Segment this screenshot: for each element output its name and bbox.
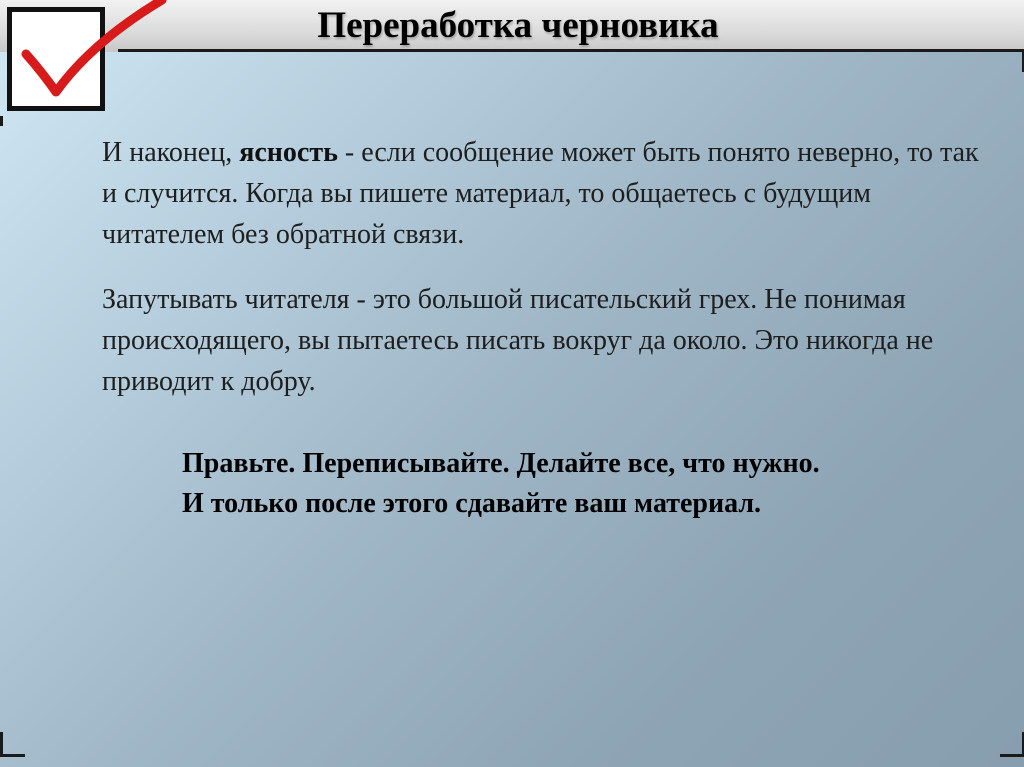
emphasis-line-1: Правьте. Переписывайте. Делайте все, что нужно. [182, 448, 820, 479]
checkmark-icon [12, 12, 182, 112]
keyword-clarity: ясность [239, 137, 338, 168]
slide-title: Переработка черновика [317, 5, 719, 46]
paragraph-clarity [102, 132, 982, 255]
paragraph-clarity-lead: И наконец, [102, 137, 240, 168]
corner-bracket-bottom-left [0, 732, 25, 757]
checkbox-frame [7, 7, 105, 111]
corner-bracket-top-left [0, 116, 11, 126]
corner-bracket-bottom-right [1000, 732, 1024, 757]
paragraph-clarity-rest: - если сообщение может быть понято неверно, то так и случится. Когда вы пишете материал, то общаетесь с будущим читателем без обратной связи. [102, 137, 979, 250]
emphasis-line-2: И только после этого сдавайте ваш материал. [182, 488, 762, 519]
title-underline [118, 49, 1024, 52]
paragraph-confusion: Запутывать читателя - это большой писательский грех. Не понимая происходящего, вы пытаетесь писать вокруг да около. Это никогда не приводит к добру. [102, 284, 934, 397]
corner-bracket-top-right [1000, 50, 1024, 72]
